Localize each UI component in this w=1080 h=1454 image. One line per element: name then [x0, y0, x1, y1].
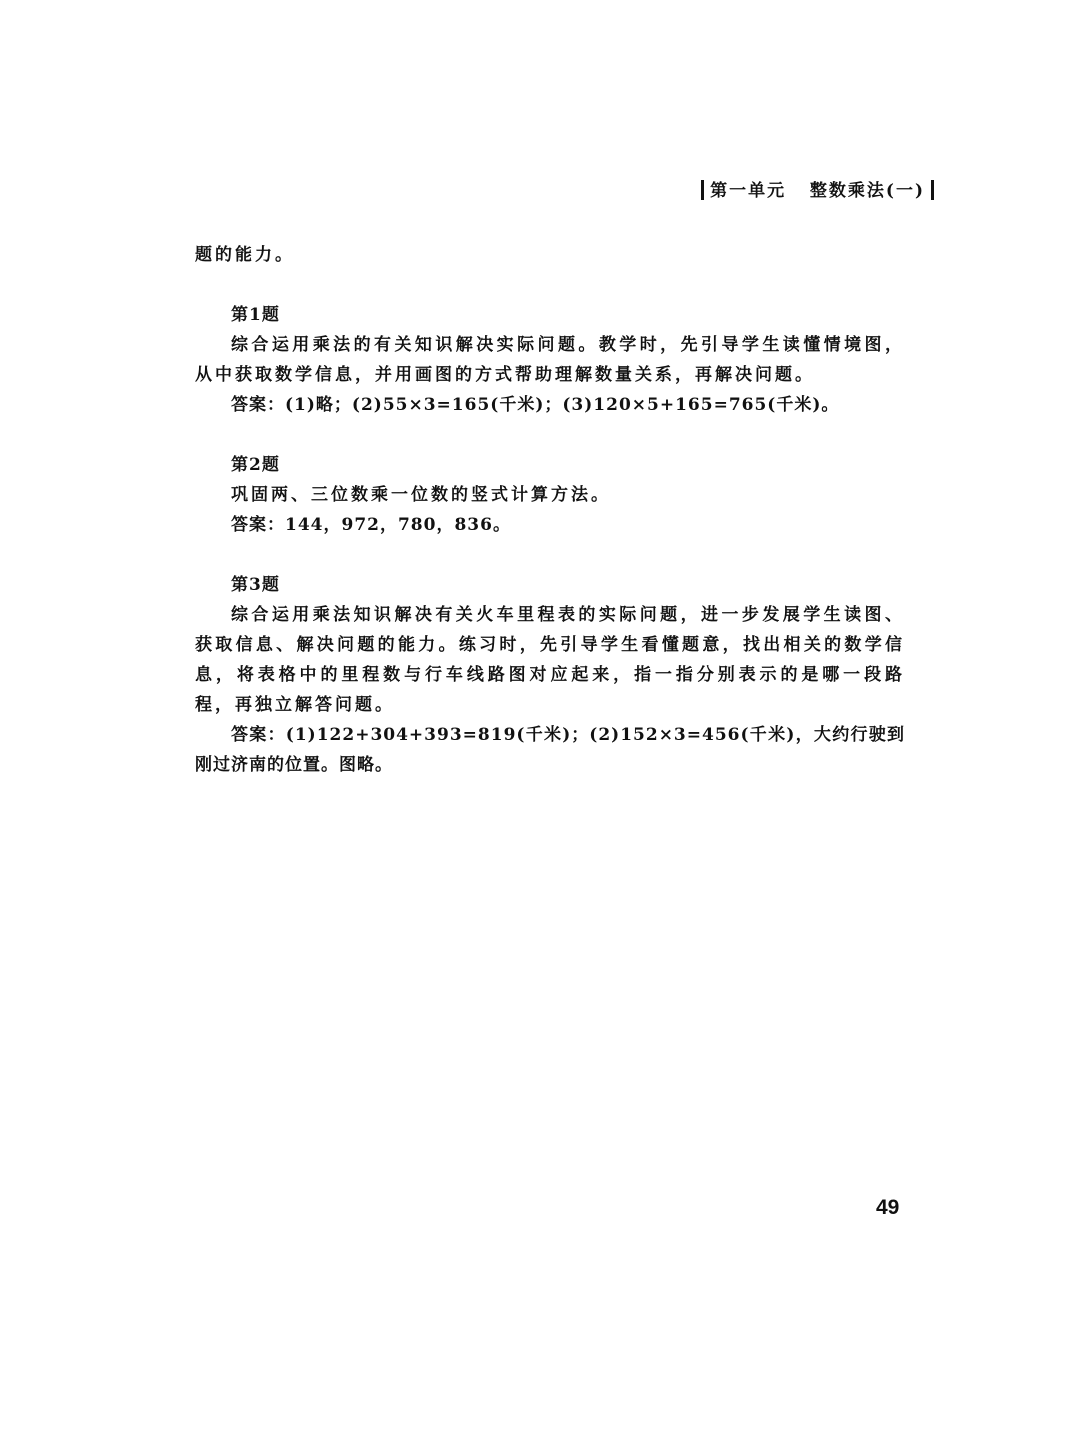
page-content: [195, 240, 905, 780]
section-3: [195, 570, 905, 780]
section-title: 第2题: [231, 455, 280, 475]
header-unit: 第一单元: [710, 181, 787, 201]
intro-continuation: 题的能力。: [195, 245, 295, 265]
section-body: 综合运用乘法的有关知识解决实际问题。教学时，先引导学生读懂情境图，从中获取数学信息，并用画图的方式帮助理解数量关系，再解决问题。: [195, 335, 905, 385]
section-answer: 答案：(1)略；(2)55×3=165(千米)；(3)120×5+165=765(千米)。: [231, 395, 840, 415]
header-bar-left: [701, 180, 704, 200]
section-2: [195, 450, 905, 540]
header-chapter: 整数乘法(一): [809, 181, 925, 201]
running-header: [695, 176, 940, 201]
section-answer: 答案：144，972，780，836。: [231, 515, 511, 535]
section-1: [195, 300, 905, 420]
section-answer: 答案：(1)122+304+393=819(千米)；(2)152×3=456(千米)，大约行驶到刚过济南的位置。图略。: [195, 725, 905, 775]
section-title: 第3题: [231, 575, 280, 595]
header-bar-right: [931, 180, 934, 200]
section-body: 综合运用乘法知识解决有关火车里程表的实际问题，进一步发展学生读图、获取信息、解决问题的能力。练习时，先引导学生看懂题意，找出相关的数学信息，将表格中的里程数与行车线路图对应起来，指一指分别表示的是哪一段路程，再独立解答问题。: [195, 605, 905, 715]
section-title: 第1题: [231, 305, 280, 325]
page-number: 49: [876, 1196, 900, 1219]
section-body: 巩固两、三位数乘一位数的竖式计算方法。: [231, 485, 611, 505]
